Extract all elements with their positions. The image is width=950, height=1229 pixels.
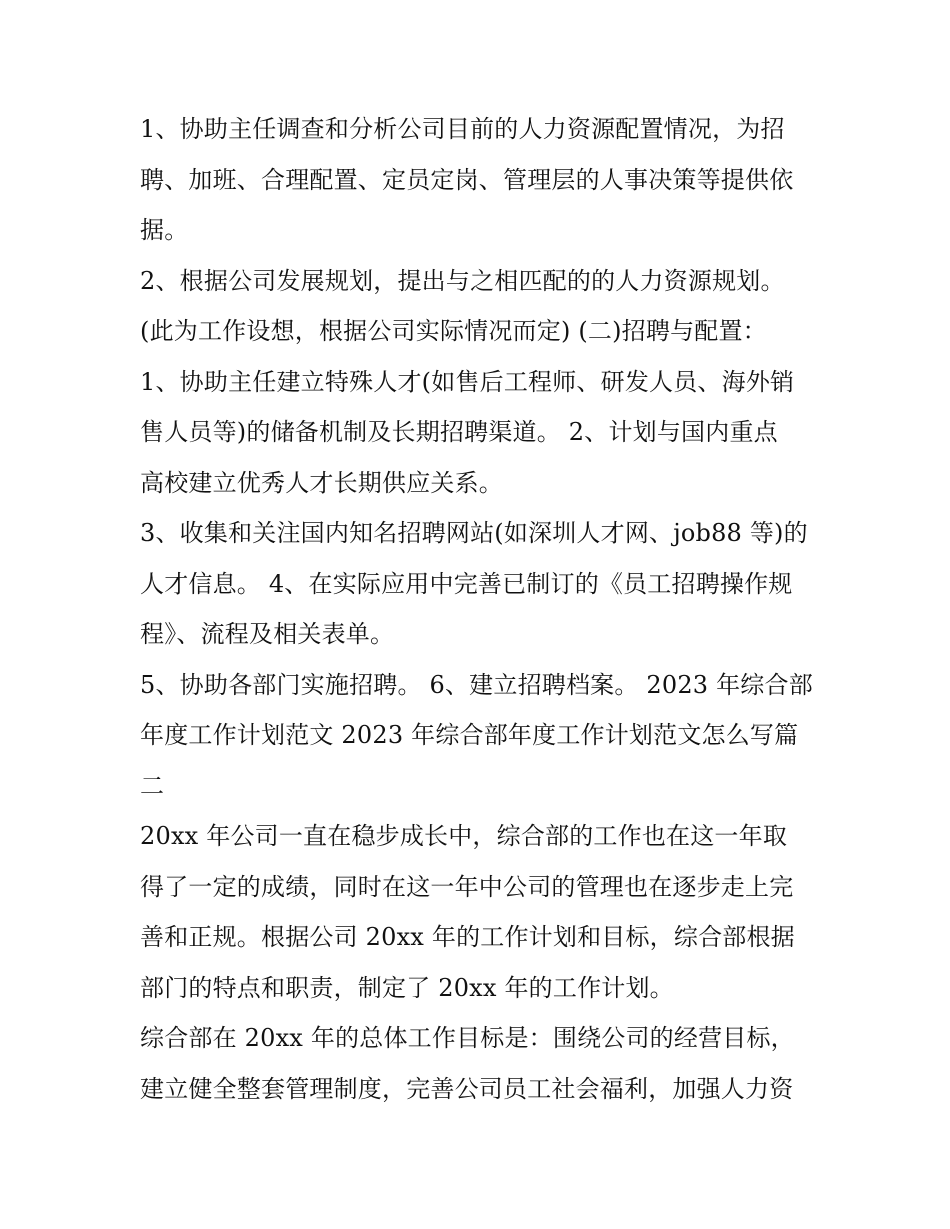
text-line: 程》、流程及相关表单。 (140, 620, 395, 648)
text-line: 5、协助各部门实施招聘。 6、建立招聘档案。 2023 年综合部 (140, 670, 813, 699)
text-line: 得了一定的成绩，同时在这一年中公司的管理也在逐步走上完 (140, 872, 794, 901)
text-line: 建立健全整套管理制度，完善公司员工社会福利，加强人力资 (140, 1074, 794, 1103)
text-line: 售人员等)的储备机制及长期招聘渠道。 2、计划与国内重点 (140, 418, 778, 446)
text-line: 善和正规。根据公司 20xx 年的工作计划和目标，综合部根据 (140, 923, 795, 951)
text-line: 高校建立优秀人才长期供应关系。 (140, 468, 503, 497)
text-line: 年度工作计划范文 2023 年综合部年度工作计划范文怎么写篇 (140, 721, 799, 749)
text-line: 聘、加班、合理配置、定员定岗、管理层的人事决策等提供依 (140, 165, 794, 194)
text-line: (此为工作设想，根据公司实际情况而定) (二)招聘与配置： (140, 317, 767, 345)
text-line: 据。 (140, 216, 189, 244)
document-body (140, 104, 820, 1114)
text-line: 综合部在 20xx 年的总体工作目标是：围绕公司的经营目标， (140, 1024, 795, 1052)
text-line: 部门的特点和职责，制定了 20xx 年的工作计划。 (140, 973, 674, 1002)
text-line: 1、协助主任调查和分析公司目前的人力资源配置情况，为招 (140, 115, 785, 143)
text-line: 二 (140, 771, 165, 800)
text-line: 20xx 年公司一直在稳步成长中，综合部的工作也在这一年取 (140, 822, 788, 850)
text-line: 1、协助主任建立特殊人才(如售后工程师、研发人员、海外销 (140, 367, 795, 396)
text-line: 人才信息。 4、在实际应用中完善已制订的《员工招聘操作规 (140, 569, 793, 598)
text-line: 2、根据公司发展规划，提出与之相匹配的的人力资源规划。 (140, 266, 785, 295)
text-line: 3、收集和关注国内知名招聘网站(如深圳人才网、job88 等)的 (140, 519, 808, 547)
